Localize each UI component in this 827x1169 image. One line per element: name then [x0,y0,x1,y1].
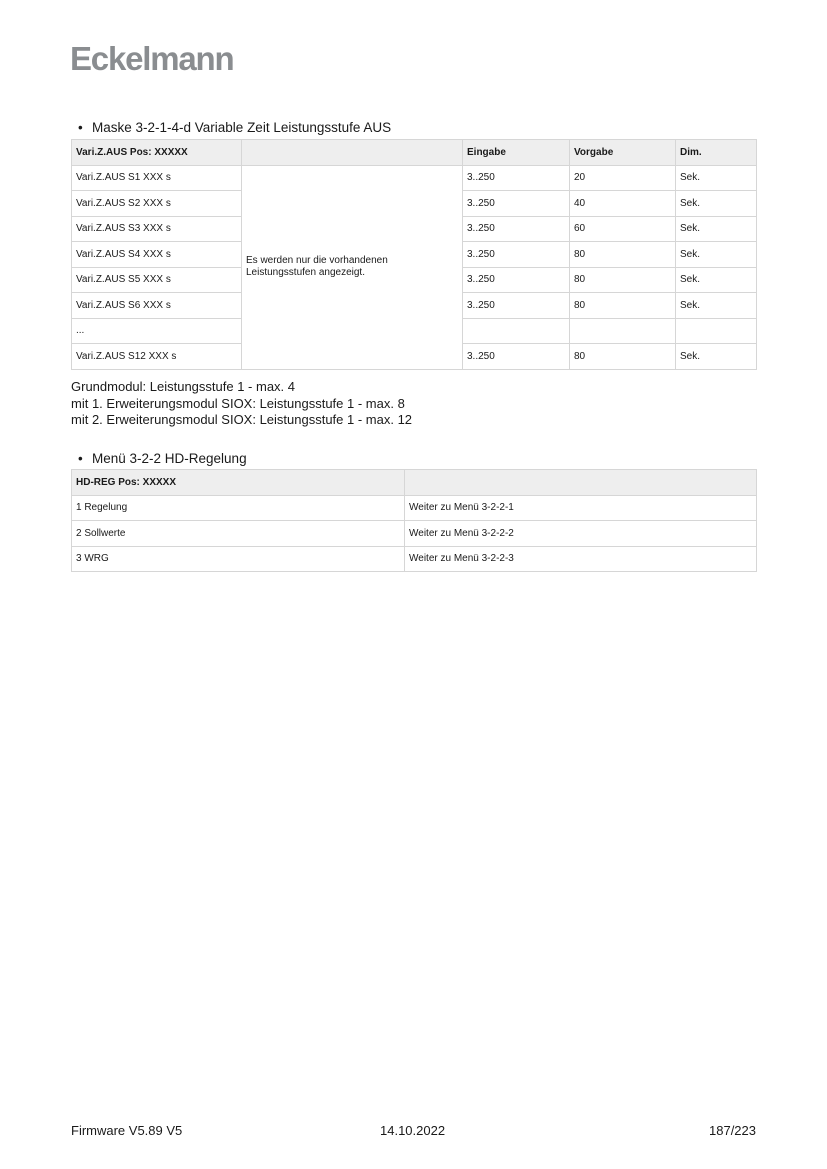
header-cell [405,470,757,496]
table-cell: Sek. [676,293,757,319]
table-cell: 40 [570,191,676,217]
table-cell: 3..250 [463,165,570,191]
section1-heading [78,120,391,135]
note-line: mit 2. Erweiterungsmodul SIOX: Leistungsstufe 1 - max. 12 [71,412,413,427]
table-row [72,165,757,191]
merged-note-cell: Es werden nur die vorhandenen Leistungsstufen angezeigt. [242,165,463,369]
bullet-icon: • [78,451,83,466]
table-header-row [72,140,757,166]
header-cell [242,140,463,166]
section2-heading-text: Menü 3-2-2 HD-Regelung [92,451,247,466]
table-cell: ... [72,318,242,344]
table-cell: Sek. [676,165,757,191]
table-cell: Weiter zu Menü 3-2-2-3 [405,546,757,572]
table-header-row [72,470,757,496]
table-cell: 3..250 [463,242,570,268]
table-row [72,521,757,547]
table-cell: Sek. [676,191,757,217]
table-cell: 3..250 [463,216,570,242]
table-cell: 20 [570,165,676,191]
footer-page-number: 187/223 [709,1123,756,1138]
footer-firmware: Firmware V5.89 V5 [71,1123,183,1138]
vari-z-aus-table [71,139,757,370]
table-cell: 60 [570,216,676,242]
table-cell: Vari.Z.AUS S6 XXX s [72,293,242,319]
footer-date: 14.10.2022 [380,1123,446,1138]
header-cell: Eingabe [463,140,570,166]
table-cell: 80 [570,293,676,319]
table-cell: 3..250 [463,267,570,293]
table-cell: 2 Sollwerte [72,521,405,547]
section1-heading-text: Maske 3-2-1-4-d Variable Zeit Leistungsstufe AUS [92,120,392,135]
header-cell: Vorgabe [570,140,676,166]
table-cell: Sek. [676,344,757,370]
table-cell: 1 Regelung [72,495,405,521]
table-cell: 80 [570,242,676,268]
table-cell: 80 [570,344,676,370]
header-cell: Vari.Z.AUS Pos: XXXXX [72,140,242,166]
note-line: Grundmodul: Leistungsstufe 1 - max. 4 [71,379,296,394]
section2-heading [78,451,247,466]
table-cell: 80 [570,267,676,293]
table-cell: Sek. [676,242,757,268]
table-row [72,546,757,572]
table-cell [463,318,570,344]
table-cell: Vari.Z.AUS S2 XXX s [72,191,242,217]
table-cell: Sek. [676,216,757,242]
table-cell: 3..250 [463,344,570,370]
table-row [72,495,757,521]
header-cell: HD-REG Pos: XXXXX [72,470,405,496]
leistungsstufe-notes [71,379,412,429]
table-cell [570,318,676,344]
hd-reg-table [71,469,757,572]
table-cell: Vari.Z.AUS S4 XXX s [72,242,242,268]
bullet-icon: • [78,120,83,135]
table-cell: 3 WRG [72,546,405,572]
table-cell: Vari.Z.AUS S5 XXX s [72,267,242,293]
header-cell: Dim. [676,140,757,166]
table-cell [676,318,757,344]
note-line: mit 1. Erweiterungsmodul SIOX: Leistungsstufe 1 - max. 8 [71,395,405,411]
table-cell: Weiter zu Menü 3-2-2-2 [405,521,757,547]
table-cell: Vari.Z.AUS S12 XXX s [72,344,242,370]
table-cell: Vari.Z.AUS S1 XXX s [72,165,242,191]
table-cell: Weiter zu Menü 3-2-2-1 [405,495,757,521]
table-cell: Sek. [676,267,757,293]
table-cell: 3..250 [463,293,570,319]
eckelmann-logo: Eckelmann [70,40,234,77]
table-cell: Vari.Z.AUS S3 XXX s [72,216,242,242]
table-cell: 3..250 [463,191,570,217]
